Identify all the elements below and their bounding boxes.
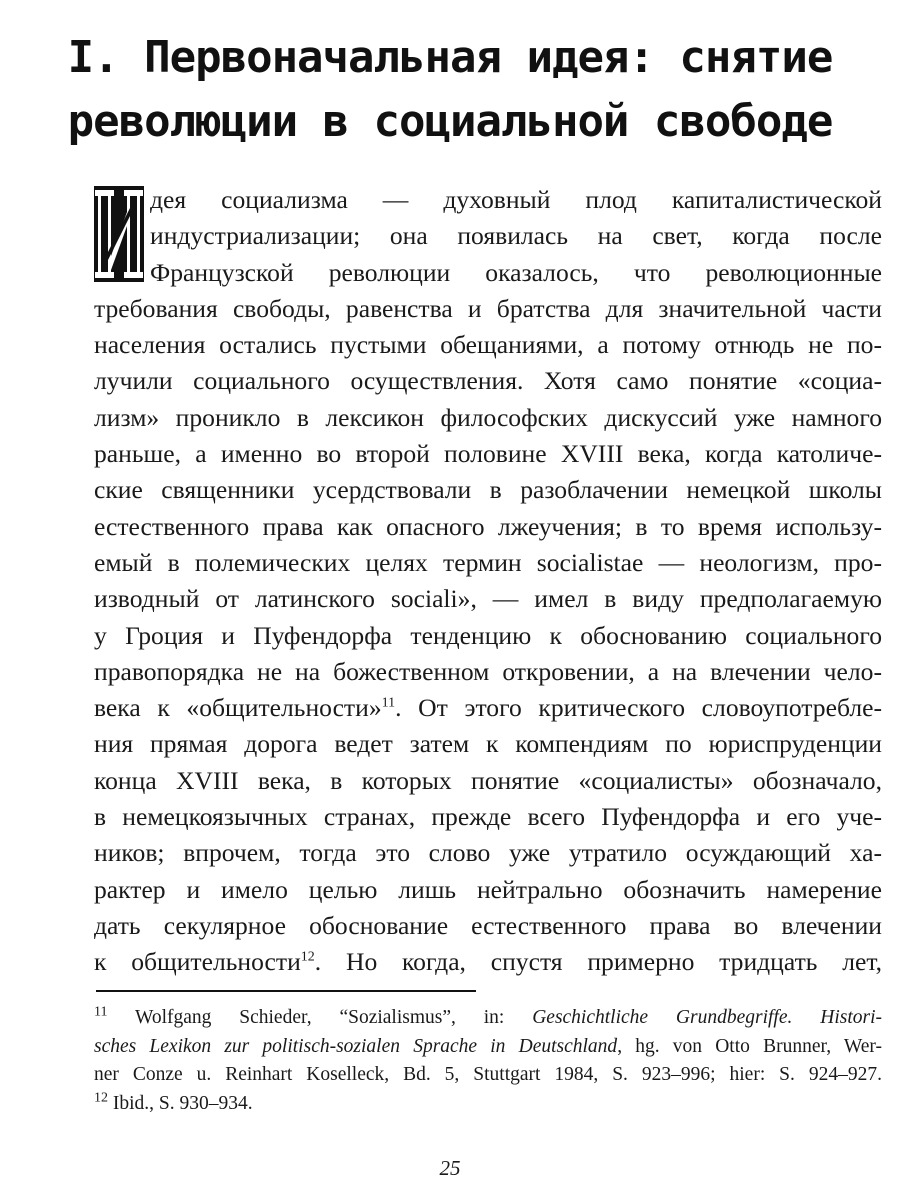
footnote-11-line — [94, 1033, 882, 1062]
heading-line-1: I. Первоначальная идея: снятие — [67, 32, 833, 83]
footnote-12-text: Ibid., S. 930–934. — [108, 1092, 253, 1114]
body-line: лизм» проникло в лексикон философских дискуссий уже намного — [94, 402, 882, 432]
footnote-11-line — [94, 1004, 882, 1033]
footnote-ref-12[interactable]: 12 — [300, 949, 315, 965]
body-line: раньше, а именно во второй половине XVIII века, когда католиче- — [94, 439, 882, 469]
footnote-11-line: ner Conze u. Reinhart Koselleck, Bd. 5, Stuttgart 1984, S. 923–996; hier: S. 924–927. — [94, 1064, 882, 1086]
body-line-text: . От этого критического словоупотребле- — [395, 693, 882, 723]
heading-line-2: революции в социальной свободе — [67, 96, 833, 147]
body-line: дать секулярное обоснование естественного права во влечении — [94, 910, 882, 940]
footnote-divider — [96, 990, 476, 992]
body-line: рактер и имело целью лишь нейтрально обозначить намерение — [94, 874, 882, 904]
body-line: ников; впрочем, тогда это слово уже утратило осуждающий ха- — [94, 838, 882, 868]
chapter-heading — [0, 26, 900, 154]
body-line: правопорядка не на божественном откровении, а на влечении чело- — [94, 656, 882, 686]
footnote-ref-11[interactable]: 11 — [381, 695, 396, 711]
body-line: емый в полемических целях термин socialistae — неологизм, про- — [94, 547, 882, 577]
body-line: требования свободы, равенства и братства для значительной части — [94, 293, 882, 323]
footnote-11-number: 11 — [94, 1004, 108, 1020]
body-line-text: . Но когда, спустя примерно тридцать лет, — [314, 947, 882, 977]
body-line: ния прямая дорога ведет затем к компендиям по юриспруденции — [94, 729, 882, 759]
page-number: 25 — [439, 1156, 461, 1180]
footnote-11-text: , hg. von Otto Brunner, Wer- — [617, 1035, 882, 1057]
body-line: изводный от латинского sociali», — имел в виду предполагаемую — [94, 584, 882, 614]
footnote-11-title: Geschichtliche Grundbegriffe. Histori- — [532, 1007, 882, 1028]
body-line: населения остались пустыми обещаниями, а потому отнюдь не по- — [94, 330, 882, 360]
body-line — [94, 944, 882, 980]
footnote-12-line — [94, 1090, 882, 1119]
footnote-12-number: 12 — [94, 1090, 108, 1106]
body-line: естественного права как опасного лжеучения; в то время использу- — [94, 511, 882, 541]
body-line: дея социализма — духовный плод капиталистической — [150, 185, 882, 214]
footnote-11-title: sches Lexikon zur politisch-sozialen Sprache in Deutschland — [94, 1035, 618, 1057]
body-line-text: к общительности — [94, 947, 301, 977]
body-line-text: века к «общительности» — [94, 693, 382, 723]
body-line: лучили социального осуществления. Хотя само понятие «социа- — [94, 366, 882, 396]
body-line: индустриализации; она появилась на свет, когда после — [150, 221, 882, 251]
body-line: у Гроция и Пуфендорфа тенденцию к обоснованию социального — [94, 620, 882, 650]
body-line — [94, 690, 882, 726]
footnote-11-text: Wolfgang Schieder, “Sozialismus”, in: — [107, 1007, 533, 1028]
body-line: в немецкоязычных странах, прежде всего Пуфендорфа и его уче- — [94, 802, 882, 832]
body-line: ские священники усердствовали в разоблачении немецкой школы — [94, 475, 882, 505]
body-paragraph — [94, 182, 882, 981]
footnotes — [94, 1004, 882, 1118]
body-line: конца XVIII века, в которых понятие «социалисты» обозначало, — [94, 765, 882, 795]
body-line: Французской революции оказалось, что революционные — [150, 257, 882, 287]
